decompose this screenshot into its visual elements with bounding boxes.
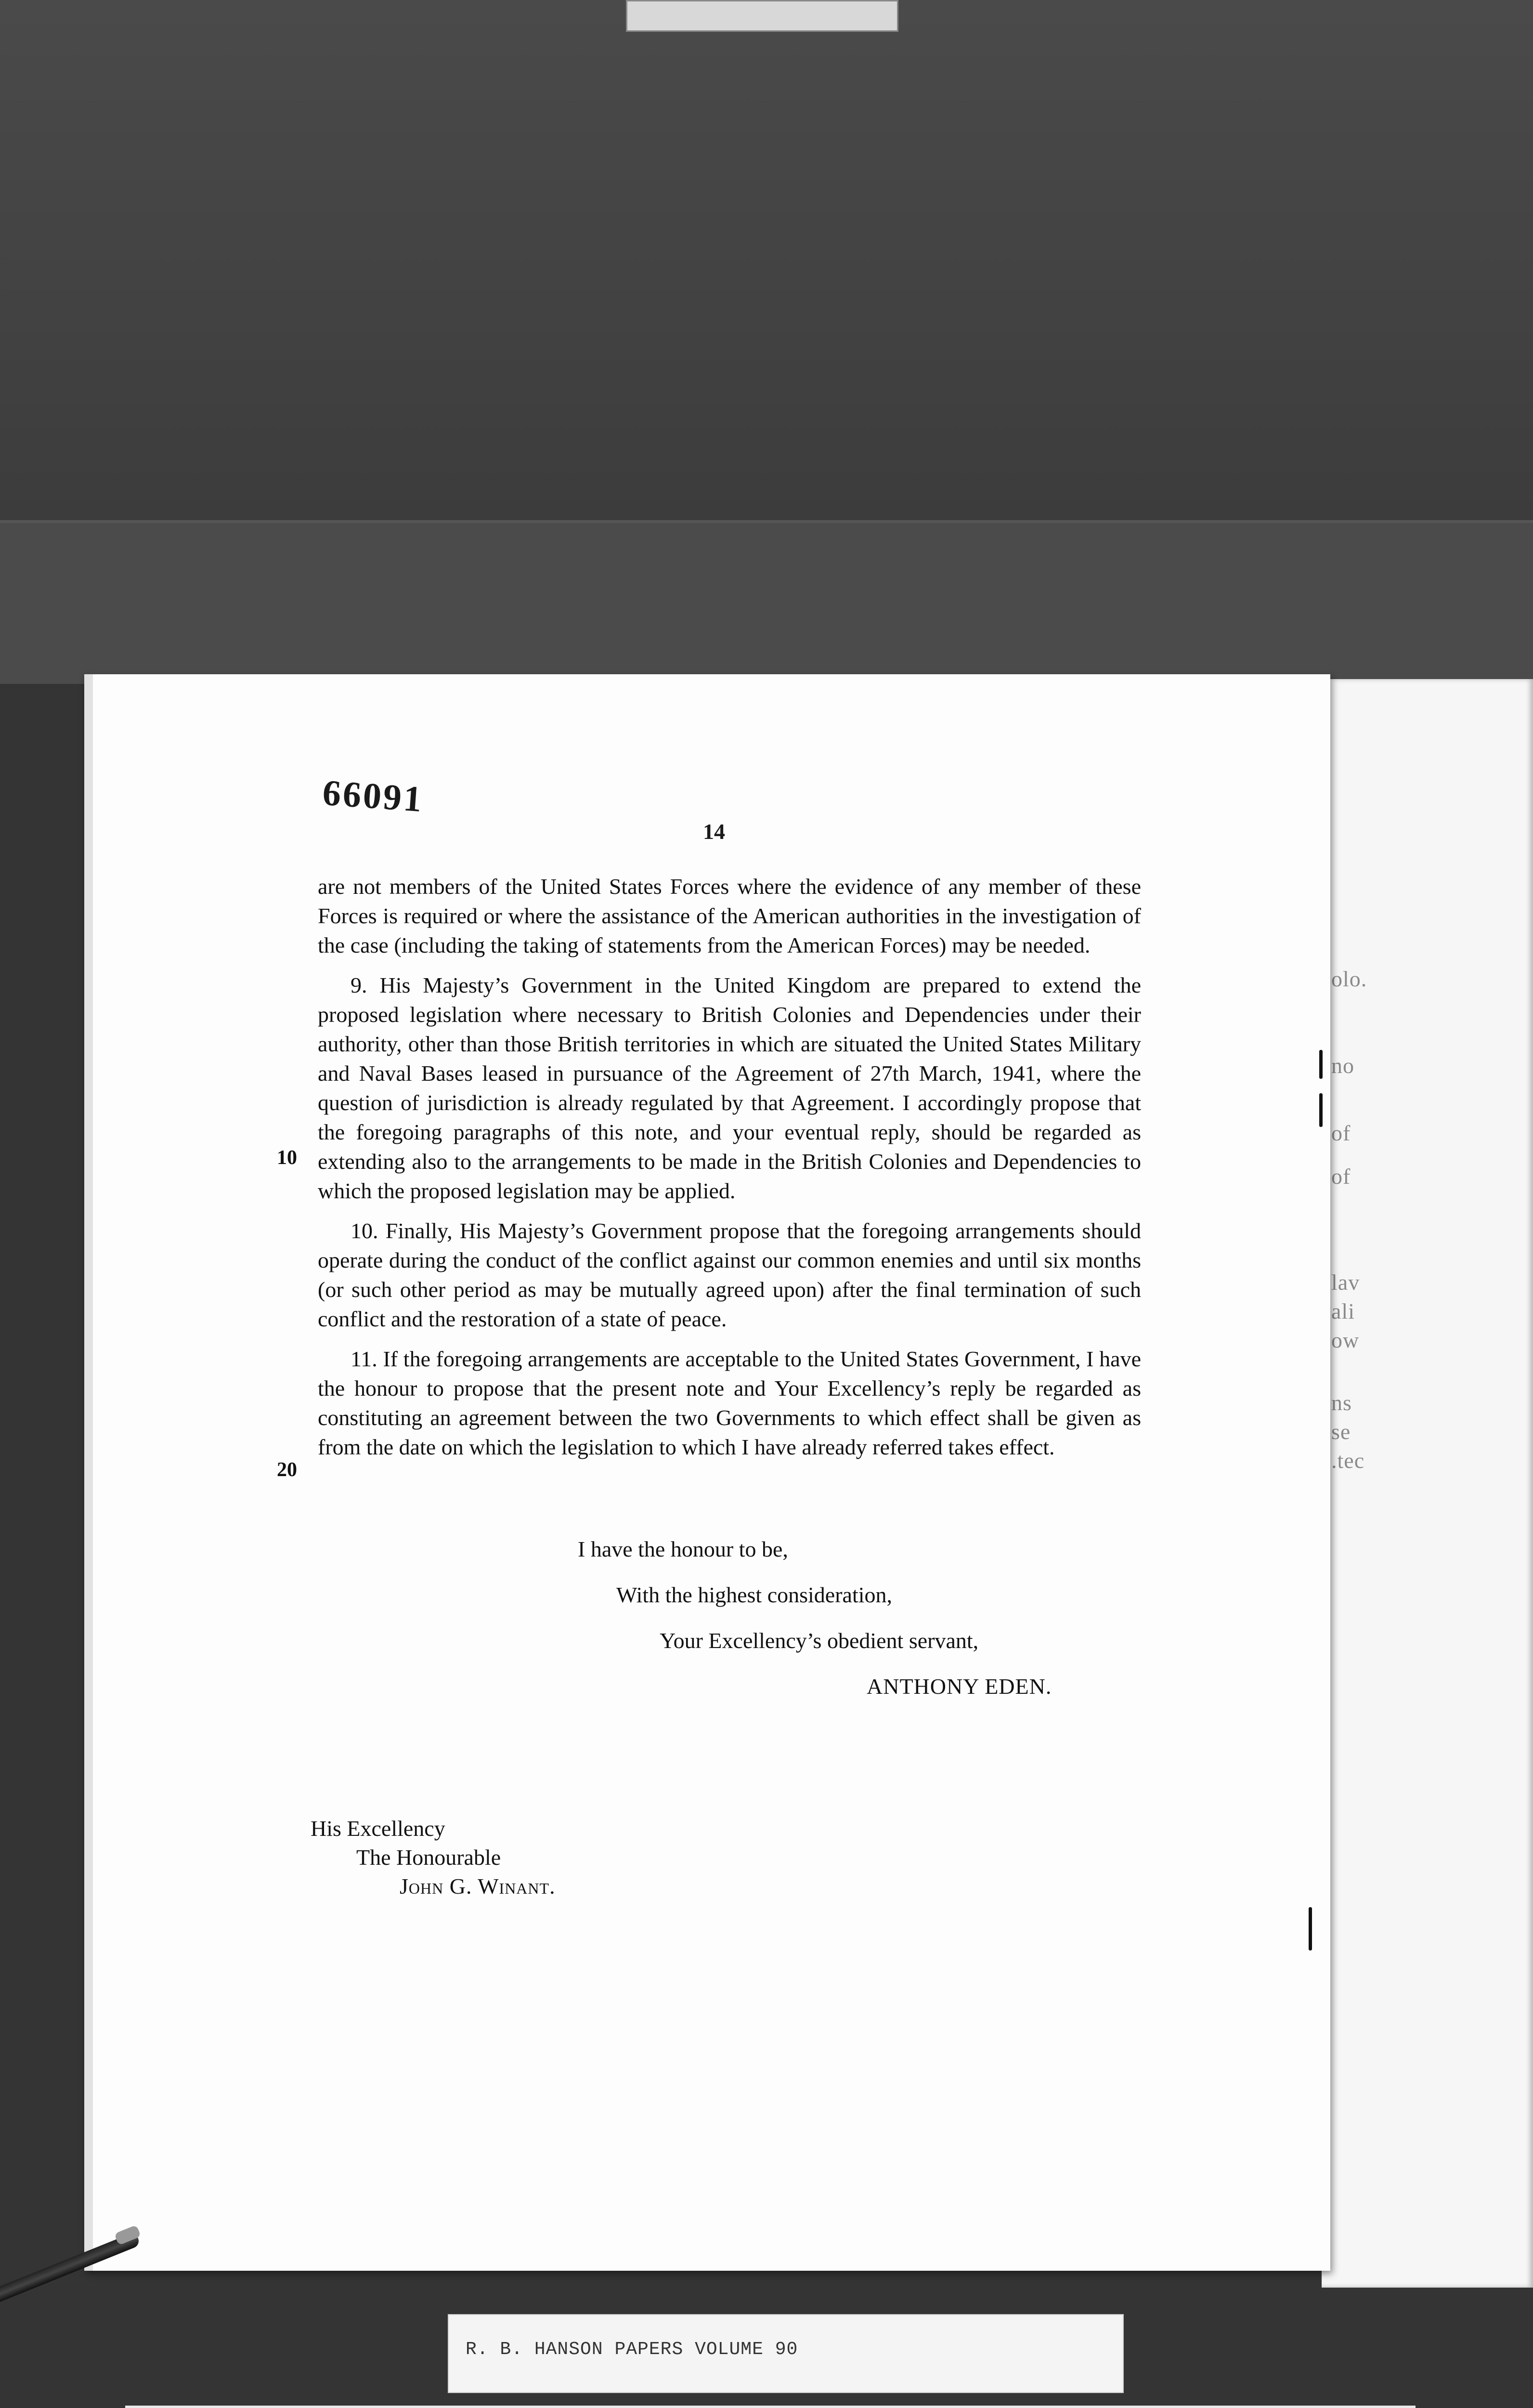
background-top — [0, 0, 1533, 520]
background-band — [0, 520, 1533, 687]
facing-page-fragment: ow — [1331, 1328, 1360, 1352]
archive-stamp-number: 66091 — [321, 772, 425, 820]
line-number-10: 10 — [277, 1147, 297, 1169]
signature: ANTHONY EDEN. — [867, 1674, 1052, 1699]
facing-page-fragment: .tec — [1331, 1448, 1365, 1473]
line-number-20: 20 — [277, 1459, 297, 1481]
margin-mark — [1309, 1907, 1312, 1950]
volume-label-text: R. B. HANSON PAPERS VOLUME 90 — [466, 2339, 798, 2360]
closing-line-1: I have the honour to be, — [578, 1537, 788, 1561]
volume-label — [448, 2314, 1124, 2393]
facing-page-fragment: ali — [1331, 1299, 1355, 1323]
addressee-line-2: The Honourable — [356, 1845, 501, 1870]
margin-mark — [1319, 1093, 1323, 1127]
facing-page-fragment: ns — [1331, 1390, 1352, 1415]
facing-page-fragment: of — [1331, 1164, 1351, 1189]
paragraph-10: 10. Finally, His Majesty’s Government propose that the foregoing arrangements should operate during the conduct of the conflict against our common enemies and until six months (or such other period as may be mutually agreed upon) after the final termination of such conflict and the restoration of a state of peace. — [318, 1218, 1141, 1331]
facing-page-fragment: of — [1331, 1121, 1351, 1145]
addressee-line-1: His Excellency — [311, 1816, 445, 1841]
facing-page-fragment: no — [1331, 1053, 1354, 1078]
closing-line-3: Your Excellency’s obedient servant, — [660, 1628, 979, 1653]
addressee-line-3: John G. Winant. — [400, 1874, 556, 1898]
closing-line-2: With the highest consideration, — [616, 1583, 893, 1607]
page-number: 14 — [703, 819, 725, 844]
facing-page-fragment: lav — [1331, 1270, 1360, 1295]
paragraph-11: 11. If the foregoing arrangements are acceptable to the United States Government, I have the honour to propose that the present note and Your Excellency’s reply be regarded as constituting an agreement between the two Governments to which effect shall be given as from the date on which the legislation to which I have already referred takes effect. — [318, 1347, 1141, 1459]
facing-page-fragment: se — [1331, 1419, 1351, 1444]
paragraph-9: 9. His Majesty’s Government in the United Kingdom are prepared to extend the proposed legislation where necessary to British Colonies and Dependencies under their authority, other than those British territories in which are situated the United States Military and Naval Bases leased in pursuance of the Agreement of 27th March, 1941, where the question of jurisdiction is already regulated by that Agreement. I accordingly propose that the foregoing paragraphs of this note, and your eventual reply, should be regarded as extending also to the arrangements to be made in the British Colonies and Dependencies to which the proposed legislation may be applied. — [318, 973, 1141, 1203]
facing-page-fragment: olo. — [1331, 967, 1367, 991]
top-tab — [626, 0, 898, 32]
continued-paragraph: are not members of the United States Forces where the evidence of any member of these Forces is required or where the assistance of the American authorities in the investigation of the case (including the taking of statements from the American Forces) may be needed. — [318, 874, 1141, 957]
letter-body — [318, 872, 1141, 1472]
archive-card — [125, 2406, 1416, 2408]
margin-mark — [1319, 1050, 1323, 1079]
facing-page — [1322, 679, 1533, 2288]
